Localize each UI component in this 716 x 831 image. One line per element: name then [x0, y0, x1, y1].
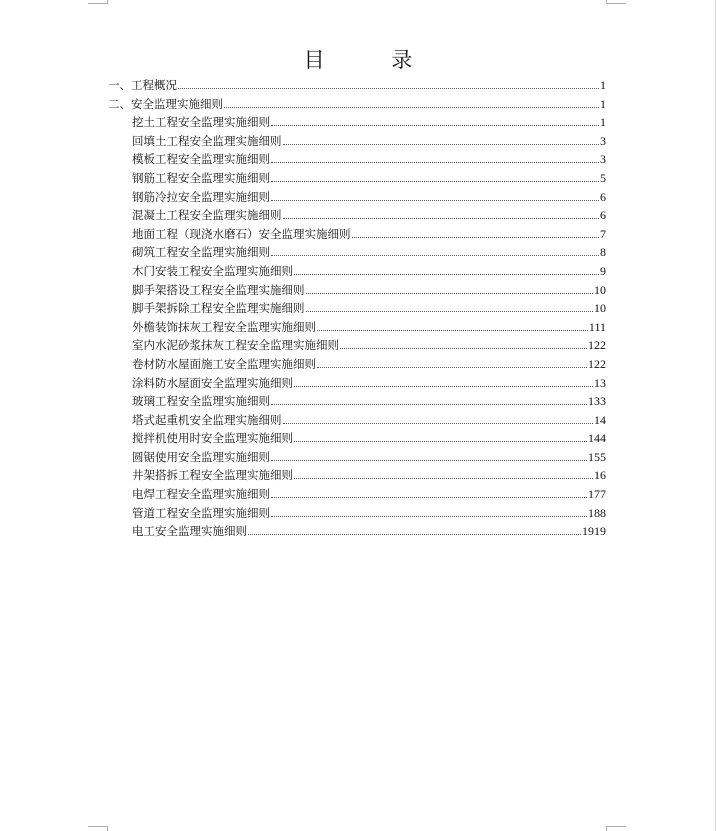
toc-entry[interactable]	[108, 244, 606, 263]
toc-entry-page: 133	[588, 394, 606, 409]
toc-entry[interactable]	[108, 430, 606, 449]
toc-entry-label: 混凝土工程安全监理实施细则	[132, 208, 282, 223]
toc-entry-page: 13	[594, 375, 606, 390]
toc-entry-page: 1919	[582, 524, 606, 539]
toc-entry[interactable]	[108, 319, 606, 338]
toc-title: 目 录	[303, 48, 443, 72]
toc-dot-leader	[352, 237, 600, 238]
toc-entry-page: 10	[594, 282, 606, 297]
toc-dot-leader	[271, 497, 587, 498]
toc-entry-label: 室内水泥砂浆抹灰工程安全监理实施细则	[132, 338, 339, 353]
toc-entry-label: 钢筋冷拉安全监理实施细则	[132, 189, 270, 204]
toc-entry-page: 3	[600, 152, 606, 167]
toc-entry-label: 回填土工程安全监理实施细则	[132, 133, 282, 148]
toc-entry[interactable]	[108, 449, 606, 468]
toc-entry-page: 5	[600, 170, 606, 185]
toc-entry-label: 圆锯使用安全监理实施细则	[132, 449, 270, 464]
crop-mark	[606, 826, 607, 831]
toc-dot-leader	[224, 107, 599, 108]
toc-entry-label: 塔式起重机安全监理实施细则	[132, 412, 282, 427]
toc-entry-label: 卷材防水屋面施工安全监理实施细则	[132, 356, 316, 371]
table-of-contents	[108, 77, 606, 542]
toc-entry-label: 涂料防水屋面安全监理实施细则	[132, 375, 293, 390]
toc-entry-label: 井架搭拆工程安全监理实施细则	[132, 468, 293, 483]
toc-entry[interactable]	[108, 77, 606, 96]
crop-mark	[606, 826, 626, 827]
toc-dot-leader	[306, 311, 594, 312]
toc-entry-page: 16	[594, 468, 606, 483]
toc-dot-leader	[271, 200, 599, 201]
toc-dot-leader	[340, 348, 587, 349]
toc-entry-page: 9	[600, 263, 606, 278]
toc-entry-label: 钢筋工程安全监理实施细则	[132, 170, 270, 185]
toc-entry-page: 177	[588, 487, 606, 502]
toc-entry-page: 122	[588, 356, 606, 371]
toc-entry[interactable]	[108, 151, 606, 170]
toc-entry[interactable]	[108, 375, 606, 394]
toc-dot-leader	[283, 423, 594, 424]
toc-dot-leader	[317, 330, 588, 331]
toc-entry-page: 1	[600, 115, 606, 130]
toc-entry-page: 10	[594, 301, 606, 316]
toc-entry[interactable]	[108, 486, 606, 505]
toc-dot-leader	[271, 404, 587, 405]
toc-entry-label: 外檐装饰抹灰工程安全监理实施细则	[132, 319, 316, 334]
toc-entry[interactable]	[108, 282, 606, 301]
toc-entry-label: 地面工程（现浇水磨石）安全监理实施细则	[132, 226, 351, 241]
toc-entry-page: 188	[588, 505, 606, 520]
crop-mark	[107, 0, 108, 4]
toc-entry-label: 一、工程概况	[108, 78, 177, 92]
toc-entry-label: 玻璃工程安全监理实施细则	[132, 394, 270, 409]
toc-dot-leader	[294, 386, 593, 387]
toc-entry[interactable]	[108, 505, 606, 524]
toc-entry[interactable]	[108, 337, 606, 356]
toc-dot-leader	[271, 181, 599, 182]
toc-dot-leader	[271, 460, 587, 461]
toc-dot-leader	[294, 478, 593, 479]
crop-mark	[88, 826, 108, 827]
toc-dot-leader	[294, 274, 599, 275]
toc-dot-leader	[178, 88, 599, 89]
toc-entry-page: 111	[588, 319, 606, 334]
toc-dot-leader	[294, 441, 587, 442]
toc-entry[interactable]	[108, 523, 606, 542]
toc-dot-leader	[271, 162, 599, 163]
toc-entry[interactable]	[108, 207, 606, 226]
toc-entry[interactable]	[108, 170, 606, 189]
toc-entry[interactable]	[108, 393, 606, 412]
toc-dot-leader	[271, 255, 599, 256]
toc-entry[interactable]	[108, 300, 606, 319]
crop-mark	[107, 826, 108, 831]
toc-entry-page: 3	[600, 133, 606, 148]
crop-mark	[606, 0, 607, 4]
toc-entry-page: 14	[594, 412, 606, 427]
toc-entry-label: 模板工程安全监理实施细则	[132, 152, 270, 167]
toc-entry-page: 1	[600, 78, 606, 92]
toc-entry[interactable]	[108, 412, 606, 431]
toc-entry[interactable]	[108, 226, 606, 245]
toc-entry-page: 6	[600, 189, 606, 204]
toc-entry-label: 搅拌机使用时安全监理实施细则	[132, 431, 293, 446]
toc-entry-label: 挖土工程安全监理实施细则	[132, 115, 270, 130]
toc-entry-label: 脚手架拆除工程安全监理实施细则	[132, 301, 305, 316]
toc-dot-leader	[317, 367, 587, 368]
toc-entry-page: 6	[600, 208, 606, 223]
toc-entry[interactable]	[108, 356, 606, 375]
toc-entry-page: 1	[600, 96, 606, 111]
toc-entry-label: 电工安全监理实施细则	[132, 524, 247, 539]
toc-entry-page: 8	[600, 245, 606, 260]
toc-entry-label: 脚手架搭设工程安全监理实施细则	[132, 282, 305, 297]
toc-dot-leader	[283, 218, 600, 219]
crop-mark	[606, 3, 626, 4]
toc-entry[interactable]	[108, 263, 606, 282]
toc-dot-leader	[306, 293, 594, 294]
toc-entry-label: 管道工程安全监理实施细则	[132, 505, 270, 520]
toc-entry-label: 砌筑工程安全监理实施细则	[132, 245, 270, 260]
toc-entry[interactable]	[108, 133, 606, 152]
toc-entry-label: 木门安装工程安全监理实施细则	[132, 263, 293, 278]
toc-entry[interactable]	[108, 467, 606, 486]
toc-entry-page: 155	[588, 449, 606, 464]
toc-dot-leader	[271, 125, 599, 126]
toc-dot-leader	[248, 534, 581, 535]
toc-entry-page: 122	[588, 338, 606, 353]
toc-entry-page: 7	[600, 226, 606, 241]
crop-mark	[88, 3, 108, 4]
toc-entry-label: 电焊工程安全监理实施细则	[132, 487, 270, 502]
toc-entry-page: 144	[588, 431, 606, 446]
toc-entry[interactable]	[108, 189, 606, 208]
toc-dot-leader	[283, 144, 600, 145]
toc-entry-label: 二、安全监理实施细则	[108, 96, 223, 111]
toc-entry[interactable]	[108, 114, 606, 133]
toc-dot-leader	[271, 516, 587, 517]
toc-entry[interactable]	[108, 96, 606, 115]
